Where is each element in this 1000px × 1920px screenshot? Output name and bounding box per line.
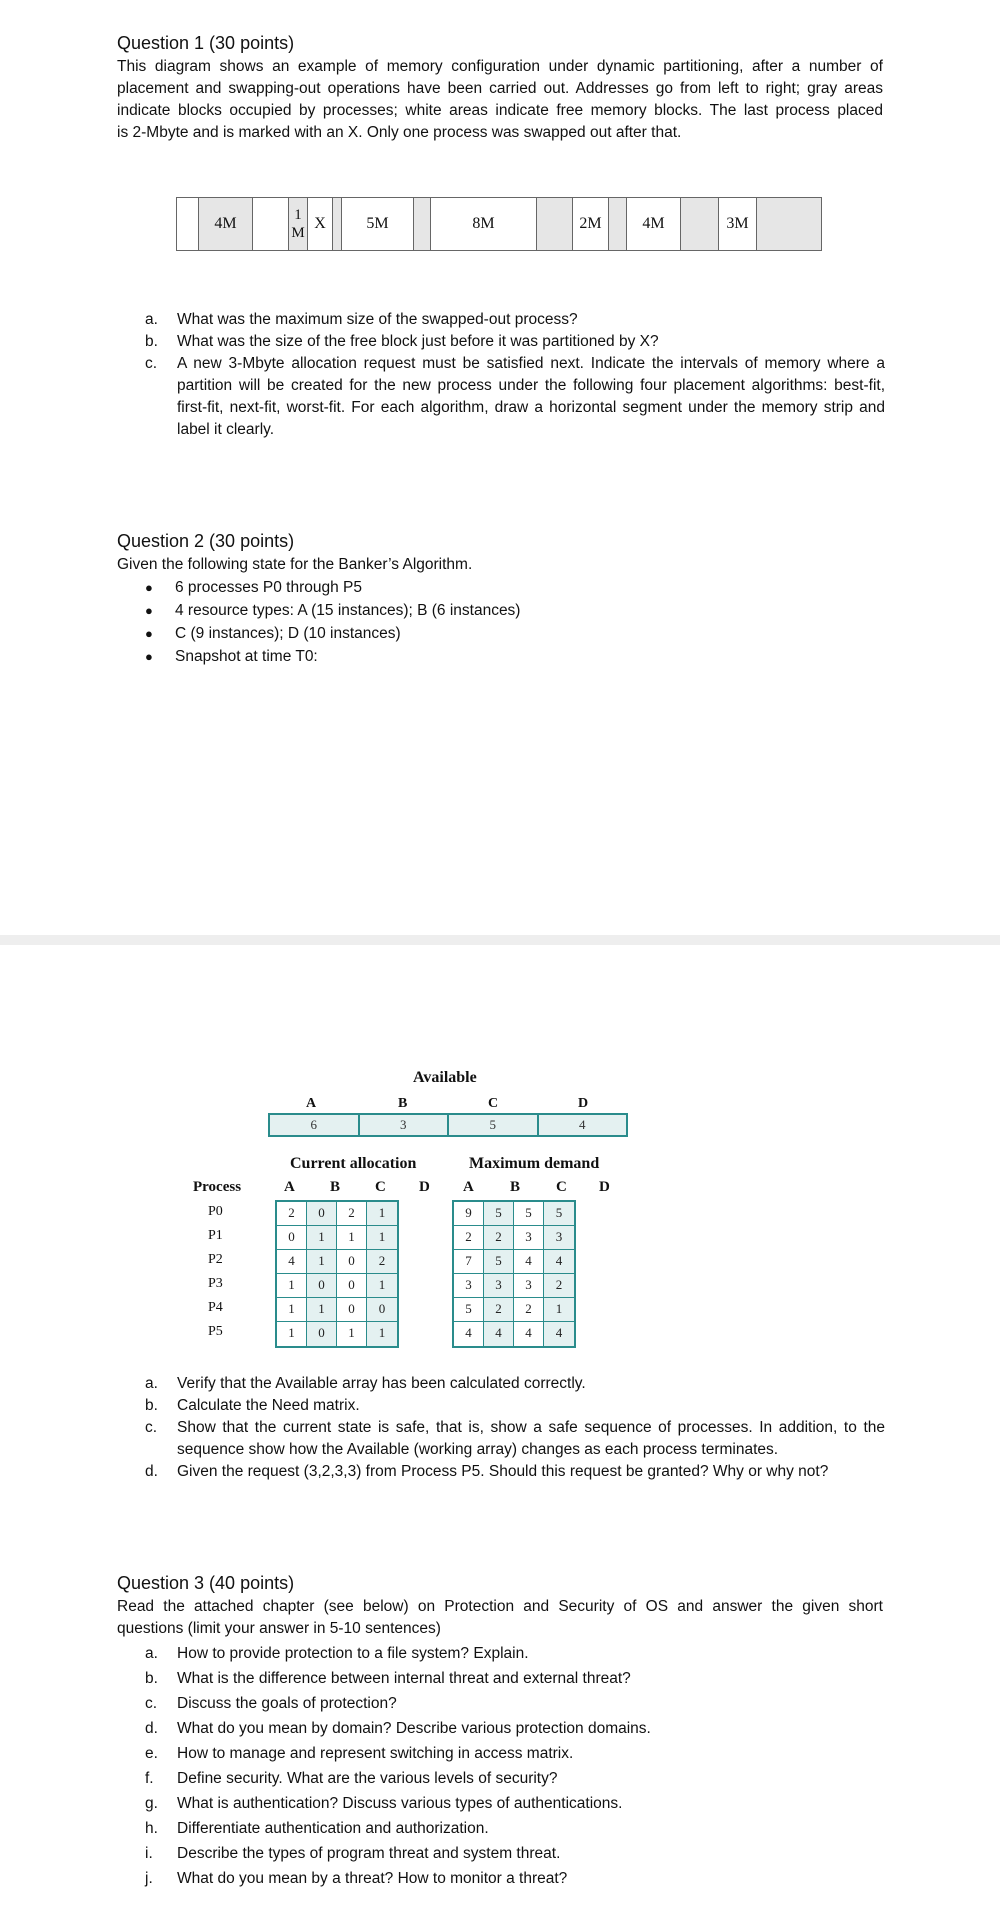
memory-block-label: 5M	[366, 215, 389, 232]
q3-intro-line: questions (limit your answer in 5-10 sentences)	[117, 1620, 441, 1637]
list-text: Calculate the Need matrix.	[177, 1397, 360, 1414]
table-row	[454, 1322, 574, 1346]
current-allocation-table	[275, 1200, 399, 1348]
process-header: Process	[193, 1179, 242, 1195]
q2-title: Question 2 (30 points)	[117, 531, 295, 551]
table-cell: 5	[484, 1202, 514, 1226]
list-item	[145, 331, 885, 353]
memory-block-2m	[573, 198, 609, 250]
table-cell: 1	[307, 1250, 337, 1274]
list-text: Given the request (3,2,3,3) from Process P5. Should this request be granted? Why or why not?	[177, 1463, 829, 1480]
memory-block-label-bottom: M	[291, 225, 305, 241]
list-marker: h.	[145, 1820, 158, 1837]
list-item	[145, 353, 885, 441]
table-row	[277, 1202, 397, 1226]
list-text: Show that the current state is safe, that is, show a safe sequence of processes. In addition, to the sequence show how the Available (working array) changes as each process terminates.	[177, 1419, 885, 1458]
list-text: What do you mean by a threat? How to monitor a threat?	[177, 1870, 568, 1887]
memory-block-label: 4M	[214, 215, 237, 232]
current-allocation-title: Current allocation	[290, 1155, 417, 1172]
process-label: P4	[208, 1300, 223, 1315]
list-marker: c.	[145, 355, 158, 372]
list-marker: b.	[145, 1670, 158, 1687]
memory-block-label: 2M	[579, 215, 602, 232]
list-text: Describe the types of program threat and system threat.	[177, 1845, 561, 1862]
q3-title: Question 3 (40 points)	[117, 1573, 295, 1593]
memory-block-occupied	[681, 198, 719, 250]
table-cell: 3	[544, 1226, 574, 1250]
q1-subquestions	[145, 309, 885, 441]
max-header-d: D	[599, 1179, 610, 1195]
table-row	[277, 1298, 397, 1322]
table-row	[454, 1226, 574, 1250]
list-text: What was the size of the free block just before it was partitioned by X?	[177, 333, 659, 350]
memory-block-occupied	[757, 198, 821, 250]
list-item	[145, 1766, 885, 1791]
list-item	[145, 1841, 885, 1866]
memory-block-8m	[431, 198, 537, 250]
table-cell: 1	[337, 1322, 367, 1346]
table-cell: 2	[277, 1202, 307, 1226]
memory-block-label: 4M	[642, 215, 665, 232]
alloc-header-c: C	[375, 1179, 386, 1195]
table-cell: 1	[277, 1274, 307, 1298]
list-item	[145, 309, 885, 331]
memory-block-x	[308, 198, 333, 250]
list-text: What is the difference between internal threat and external threat?	[177, 1670, 631, 1687]
list-item	[145, 1373, 885, 1395]
table-cell: 0	[307, 1322, 337, 1346]
memory-block-label: 8M	[472, 215, 495, 232]
table-cell: 4	[544, 1250, 574, 1274]
alloc-header-d: D	[419, 1179, 430, 1195]
table-cell: 5	[484, 1250, 514, 1274]
table-cell: 1	[367, 1202, 397, 1226]
q1-title: Question 1 (30 points)	[117, 33, 295, 53]
table-cell: 2	[484, 1298, 514, 1322]
table-cell: 1	[277, 1322, 307, 1346]
maximum-demand-title: Maximum demand	[469, 1155, 600, 1172]
table-cell: 0	[337, 1250, 367, 1274]
list-marker: g.	[145, 1795, 158, 1812]
q3-intro	[117, 1596, 883, 1640]
table-cell: 1	[307, 1298, 337, 1322]
list-text: How to manage and represent switching in access matrix.	[177, 1745, 574, 1762]
q1-intro-line: indicate blocks occupied by processes; white areas indicate free memory blocks. The last process placed	[117, 102, 883, 119]
list-text: Define security. What are the various levels of security?	[177, 1770, 558, 1787]
table-cell: 5	[514, 1202, 544, 1226]
list-marker: c.	[145, 1419, 158, 1436]
table-cell: 5	[544, 1202, 574, 1226]
memory-block-occupied	[333, 198, 342, 250]
list-marker: a.	[145, 1645, 158, 1662]
table-row	[277, 1274, 397, 1298]
q1-intro-line: This diagram shows an example of memory configuration under dynamic partitioning, after a number of	[117, 58, 883, 75]
table-cell: 2	[544, 1274, 574, 1298]
list-item	[145, 1641, 885, 1666]
available-title: Available	[413, 1069, 477, 1086]
memory-block-occupied	[537, 198, 573, 250]
bullet-item: ● C (9 instances); D (10 instances)	[145, 622, 520, 645]
table-cell: 3	[514, 1274, 544, 1298]
table-row	[277, 1250, 397, 1274]
list-text: Discuss the goals of protection?	[177, 1695, 397, 1712]
q2-intro: Given the following state for the Banker’s Algorithm.	[117, 556, 473, 573]
available-table	[268, 1113, 628, 1137]
memory-block-4m-free	[627, 198, 681, 250]
list-text: How to provide protection to a file system? Explain.	[177, 1645, 529, 1662]
process-label: P0	[208, 1204, 223, 1219]
list-marker: a.	[145, 311, 158, 328]
table-cell: 4	[484, 1322, 514, 1346]
process-column	[208, 1200, 223, 1344]
table-cell: 1	[367, 1322, 397, 1346]
list-item	[145, 1866, 885, 1891]
process-label: P2	[208, 1252, 223, 1267]
table-row	[454, 1298, 574, 1322]
table-cell: 9	[454, 1202, 484, 1226]
list-item	[145, 1395, 885, 1417]
table-cell: 1	[277, 1298, 307, 1322]
list-marker: a.	[145, 1375, 158, 1392]
available-value: 4	[579, 1117, 586, 1132]
table-cell: 3	[454, 1274, 484, 1298]
maximum-demand-table	[452, 1200, 576, 1348]
list-item	[145, 1741, 885, 1766]
bullet-item: ● 4 resource types: A (15 instances); B (6 instances)	[145, 599, 520, 622]
page-separator	[0, 935, 1000, 945]
q3-intro-line: Read the attached chapter (see below) on Protection and Security of OS and answer the given short	[117, 1598, 883, 1615]
list-marker: b.	[145, 1397, 158, 1414]
table-cell: 0	[307, 1274, 337, 1298]
table-cell: 0	[337, 1298, 367, 1322]
table-cell: 0	[337, 1274, 367, 1298]
max-header-b: B	[510, 1179, 521, 1195]
q2-subquestions	[145, 1373, 885, 1483]
available-value: 3	[360, 1115, 450, 1135]
available-header-a: A	[306, 1096, 317, 1111]
available-header-b: B	[398, 1096, 408, 1111]
table-cell: 4	[514, 1322, 544, 1346]
list-marker: j.	[145, 1870, 153, 1887]
available-value: 6	[270, 1115, 360, 1135]
table-cell: 2	[337, 1202, 367, 1226]
memory-block-1m	[289, 198, 308, 250]
table-cell: 2	[454, 1226, 484, 1250]
table-row	[277, 1226, 397, 1250]
table-cell: 4	[544, 1322, 574, 1346]
list-marker: c.	[145, 1695, 158, 1712]
list-item	[145, 1716, 885, 1741]
memory-block-free	[177, 198, 199, 250]
table-cell: 1	[337, 1226, 367, 1250]
list-marker: f.	[145, 1770, 154, 1787]
table-cell: 2	[514, 1298, 544, 1322]
bullet-text: 4 resource types: A (15 instances); B (6 instances)	[175, 602, 521, 619]
list-text: A new 3-Mbyte allocation request must be satisfied next. Indicate the intervals of memory where a partition will be created for the new process under the following four placement algorithms: best-fit, first-fit, next-fit, worst-fit. For each algorithm, draw a horizontal segment under the memory strip and label it clearly.	[177, 355, 885, 438]
list-item	[145, 1461, 885, 1483]
table-cell: 1	[307, 1226, 337, 1250]
table-cell: 0	[277, 1226, 307, 1250]
available-value: 5	[449, 1115, 539, 1135]
q3-subquestions	[145, 1641, 885, 1891]
bullet-text: Snapshot at time T0:	[175, 648, 318, 665]
memory-block-label: 3M	[726, 215, 749, 232]
table-cell: 4	[514, 1250, 544, 1274]
table-cell: 0	[307, 1202, 337, 1226]
list-text: Verify that the Available array has been calculated correctly.	[177, 1375, 586, 1392]
max-header-a: A	[463, 1179, 474, 1195]
bullet-text: C (9 instances); D (10 instances)	[175, 625, 401, 642]
list-item	[145, 1417, 885, 1461]
table-cell: 3	[514, 1226, 544, 1250]
table-row	[454, 1274, 574, 1298]
process-label: P3	[208, 1276, 223, 1291]
memory-strip	[176, 197, 822, 251]
bullet-text: 6 processes P0 through P5	[175, 579, 362, 596]
table-row	[454, 1202, 574, 1226]
q2-bullets	[145, 576, 520, 668]
list-item	[145, 1791, 885, 1816]
table-cell: 1	[367, 1226, 397, 1250]
q1-intro-line: placement and swapping-out operations have been carried out. Addresses go from left to right; gray areas	[117, 80, 883, 97]
process-label: P5	[208, 1324, 223, 1339]
memory-block-label: X	[314, 215, 326, 232]
bullet-item: ● 6 processes P0 through P5	[145, 576, 520, 599]
q1-intro-line: is 2-Mbyte and is marked with an X. Only one process was swapped out after that.	[117, 124, 682, 141]
table-cell: 0	[367, 1298, 397, 1322]
bullet-item: ● Snapshot at time T0:	[145, 645, 520, 668]
table-cell: 3	[484, 1274, 514, 1298]
alloc-header-a: A	[284, 1179, 295, 1195]
memory-block-3m	[719, 198, 757, 250]
table-cell: 4	[277, 1250, 307, 1274]
list-text: What was the maximum size of the swapped-out process?	[177, 311, 578, 328]
table-cell: 5	[454, 1298, 484, 1322]
list-text: Differentiate authentication and authorization.	[177, 1820, 489, 1837]
list-item	[145, 1666, 885, 1691]
table-cell: 2	[484, 1226, 514, 1250]
list-marker: d.	[145, 1720, 158, 1737]
process-label: P1	[208, 1228, 223, 1243]
memory-block-label	[291, 206, 304, 242]
table-cell: 7	[454, 1250, 484, 1274]
alloc-header-b: B	[330, 1179, 341, 1195]
list-item	[145, 1816, 885, 1841]
table-cell: 2	[367, 1250, 397, 1274]
max-header-c: C	[556, 1179, 567, 1195]
available-header-c: C	[488, 1096, 499, 1111]
memory-block-label-top: 1	[294, 207, 302, 223]
list-item	[145, 1691, 885, 1716]
list-marker: e.	[145, 1745, 158, 1762]
table-cell: 4	[454, 1322, 484, 1346]
table-cell: 1	[544, 1298, 574, 1322]
memory-block-occupied	[414, 198, 431, 250]
memory-block-free	[253, 198, 289, 250]
table-row	[277, 1322, 397, 1346]
memory-block-5m	[342, 198, 414, 250]
table-row	[454, 1250, 574, 1274]
list-text: What is authentication? Discuss various types of authentications.	[177, 1795, 623, 1812]
available-header-d: D	[578, 1096, 589, 1111]
memory-block-4m	[199, 198, 253, 250]
list-marker: i.	[145, 1845, 153, 1862]
list-marker: b.	[145, 333, 158, 350]
table-cell: 1	[367, 1274, 397, 1298]
memory-block-occupied	[609, 198, 627, 250]
q1-intro	[117, 56, 883, 144]
list-marker: d.	[145, 1463, 158, 1480]
list-text: What do you mean by domain? Describe various protection domains.	[177, 1720, 651, 1737]
